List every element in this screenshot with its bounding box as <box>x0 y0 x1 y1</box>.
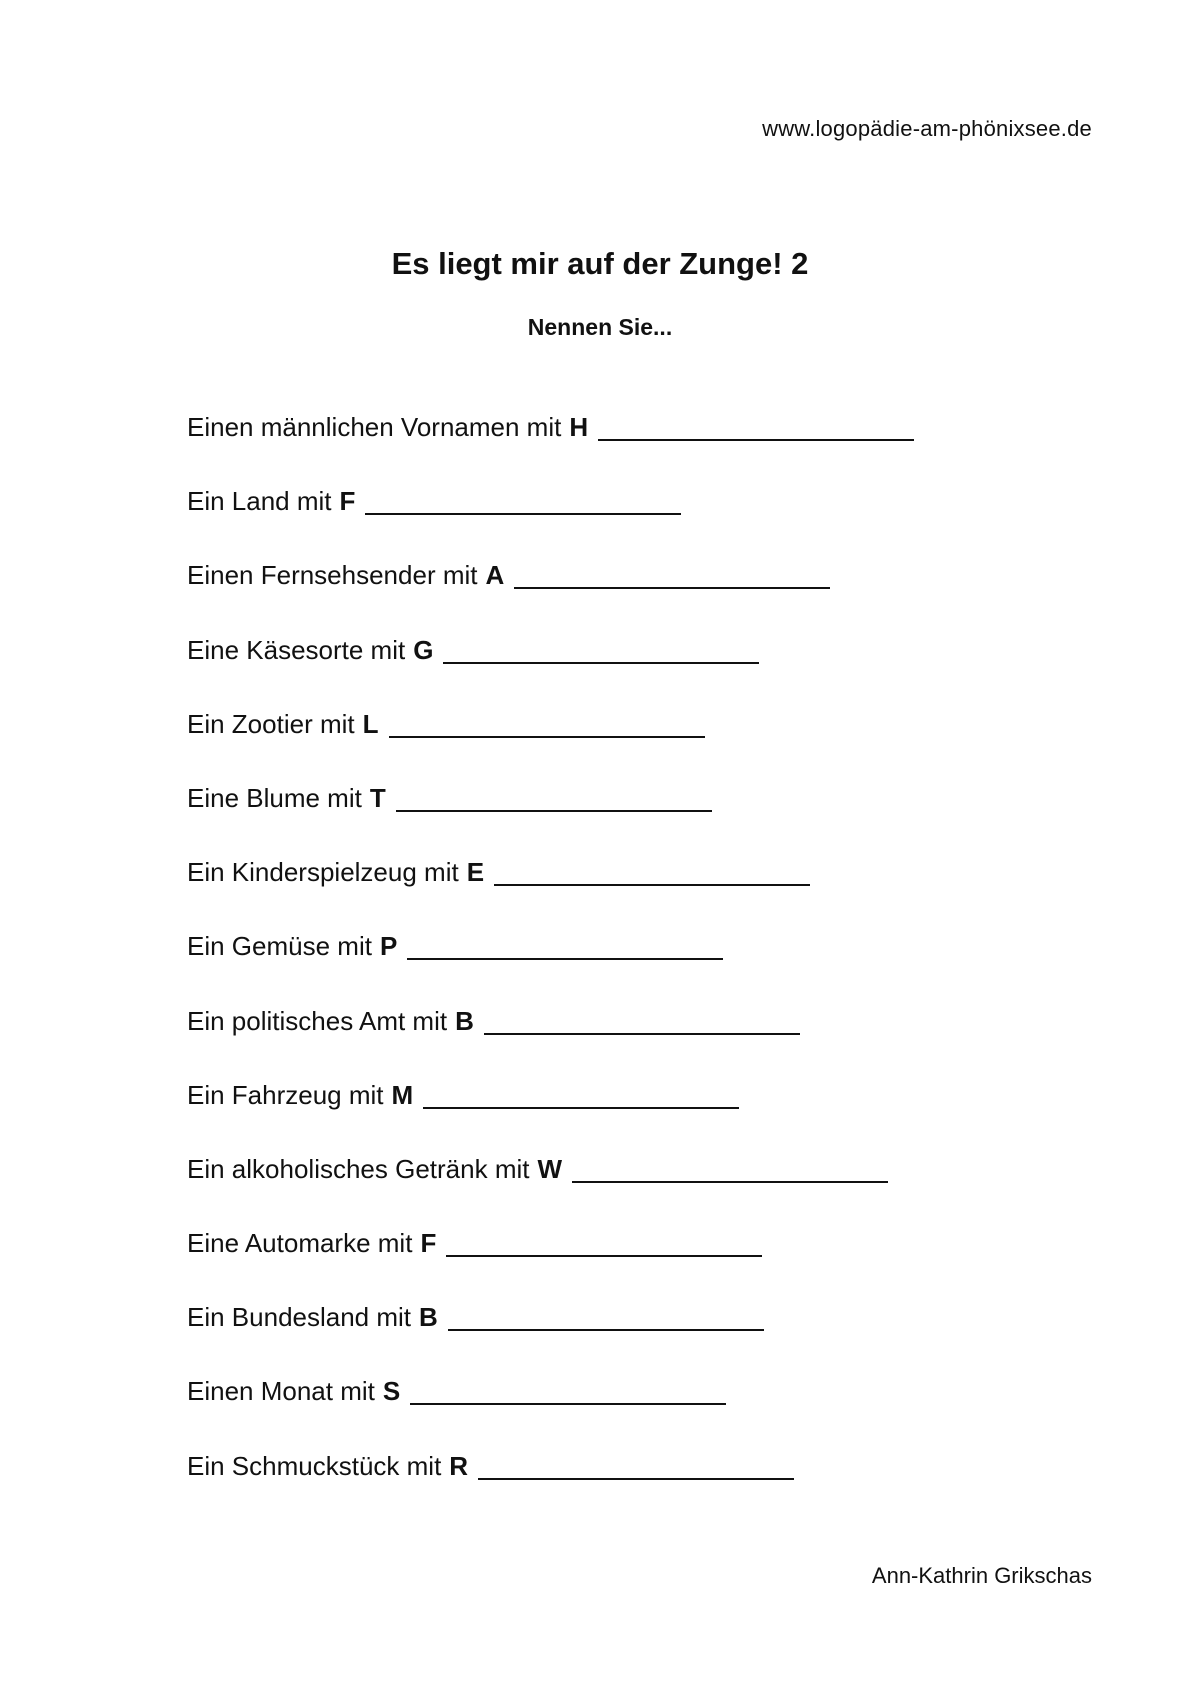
prompt-letter: H <box>569 412 589 442</box>
prompt-text: Einen Fernsehsender mit <box>187 560 478 591</box>
prompt-item <box>187 1004 914 1078</box>
prompt-item <box>187 410 914 484</box>
answer-blank[interactable] <box>407 929 723 960</box>
prompt-text: Ein alkoholisches Getränk mit <box>187 1153 530 1184</box>
prompt-item <box>187 781 914 855</box>
answer-blank[interactable] <box>365 484 681 515</box>
prompt-text: Einen Monat mit <box>187 1376 375 1407</box>
prompt-item <box>187 1374 914 1448</box>
prompt-text: Eine Blume mit <box>187 782 362 813</box>
answer-blank[interactable] <box>572 1152 888 1183</box>
answer-blank[interactable] <box>478 1449 794 1480</box>
answer-blank[interactable] <box>396 781 712 812</box>
prompt-item <box>187 1078 914 1152</box>
answer-blank[interactable] <box>514 558 830 589</box>
answer-blank[interactable] <box>446 1226 762 1257</box>
prompt-letter: E <box>466 857 485 888</box>
prompt-item <box>187 1449 914 1523</box>
prompt-item <box>187 855 914 929</box>
answer-blank[interactable] <box>443 633 759 664</box>
answer-blank[interactable] <box>389 707 705 738</box>
prompt-letter: F <box>339 486 356 517</box>
prompt-text: Ein Zootier mit <box>187 708 355 739</box>
page-title: Es liegt mir auf der Zunge! 2 <box>391 246 809 281</box>
answer-blank[interactable] <box>598 410 914 441</box>
answer-blank[interactable] <box>484 1004 800 1035</box>
prompt-text: Ein Fahrzeug mit <box>187 1079 384 1110</box>
prompt-text: Ein Bundesland mit <box>187 1302 412 1333</box>
prompt-item <box>187 1300 914 1374</box>
answer-blank[interactable] <box>410 1374 726 1405</box>
prompt-item <box>187 633 914 707</box>
prompt-letter: S <box>382 1376 401 1407</box>
prompt-letter: A <box>485 560 505 591</box>
prompt-text: Ein Gemüse mit <box>187 931 372 962</box>
prompt-letter: F <box>420 1228 437 1259</box>
prompt-text: Ein politisches Amt mit <box>187 1005 448 1036</box>
answer-blank[interactable] <box>448 1300 764 1331</box>
prompt-letter: T <box>369 782 386 813</box>
prompt-letter: G <box>413 634 434 665</box>
prompt-text: Ein Schmuckstück mit <box>187 1450 442 1481</box>
answer-blank[interactable] <box>423 1078 739 1109</box>
prompt-item <box>187 1152 914 1226</box>
prompt-item <box>187 929 914 1003</box>
prompt-item <box>187 558 914 632</box>
answer-blank[interactable] <box>494 855 810 886</box>
prompt-letter: R <box>449 1450 469 1481</box>
prompt-item <box>187 484 914 558</box>
prompt-text: Eine Käsesorte mit <box>187 634 406 665</box>
prompt-text: Ein Kinderspielzeug mit <box>187 857 459 888</box>
website-url: www.logopädie-am-phönixsee.de <box>762 116 1092 141</box>
prompt-list <box>187 410 914 1523</box>
prompt-text: Einen männlichen Vornamen mit <box>187 412 562 442</box>
prompt-letter: L <box>362 708 379 739</box>
prompt-letter: P <box>379 931 398 962</box>
page-subtitle: Nennen Sie... <box>527 314 673 340</box>
author-name: Ann-Kathrin Grikschas <box>871 1563 1092 1588</box>
prompt-letter: M <box>391 1079 414 1110</box>
prompt-text: Eine Automarke mit <box>187 1228 413 1259</box>
prompt-item <box>187 1226 914 1300</box>
prompt-text: Ein Land mit <box>187 486 332 517</box>
prompt-letter: B <box>419 1302 438 1333</box>
prompt-letter: B <box>455 1005 474 1036</box>
prompt-letter: W <box>537 1153 563 1184</box>
prompt-item <box>187 707 914 781</box>
